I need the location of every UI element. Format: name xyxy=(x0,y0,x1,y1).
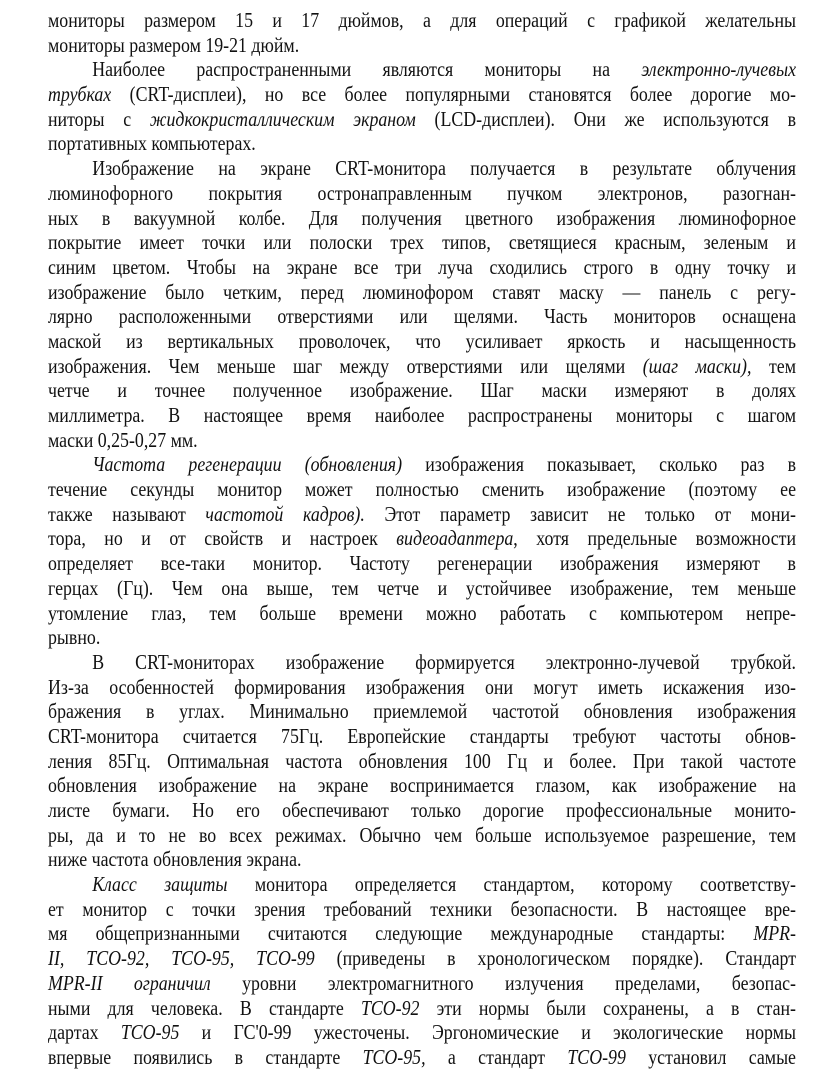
text-line xyxy=(48,526,796,551)
text-run: течение секунды монитор может полностью сменить изображение (поэтому ее xyxy=(48,477,796,502)
italic-term: Частота регенерации (обновления) xyxy=(92,452,403,477)
text-line xyxy=(48,1020,796,1045)
italic-term: TCO-92 xyxy=(360,995,420,1020)
text-run: В CRT-мониторах изображение формируется электронно-лучевой трубкой. xyxy=(92,649,796,674)
text-run: изображения. Чем меньше шаг между отверстиями или щелями xyxy=(48,353,643,378)
italic-term: TCO-95, xyxy=(362,1044,426,1069)
text-run: бражения в углах. Минимально приемлемой частотой обновления изображения xyxy=(48,699,796,724)
text-line xyxy=(48,230,796,255)
text-line xyxy=(48,724,796,749)
text-run: обновления изображение на экране воспринимается глазом, как изображение на xyxy=(48,773,796,798)
italic-term: трубках xyxy=(48,82,112,107)
text-line xyxy=(48,996,796,1021)
text-line xyxy=(48,206,796,231)
text-line xyxy=(48,403,796,428)
italic-term: видеоадаптера xyxy=(396,526,514,551)
text-run: монитора определяется стандартом, которому соответству- xyxy=(227,872,796,897)
text-run: люминофорного покрытия остронаправленным пучком электронов, разогнан- xyxy=(48,180,796,205)
text-line xyxy=(48,329,796,354)
italic-term: II, TCO-92, TCO-95, TCO-99 xyxy=(48,946,315,971)
text-run: дартах xyxy=(48,1020,121,1045)
text-run: ет монитор с точки зрения требований техники безопасности. В настоящее вре- xyxy=(48,896,796,921)
italic-term: MPR-II ограничил xyxy=(48,970,211,995)
italic-term: TCO-95 xyxy=(120,1020,180,1045)
text-run: мя общепризнанными считаются следующие международные стандарты: xyxy=(48,921,754,946)
text-line xyxy=(48,798,796,823)
text-run: (CRT-дисплеи), но все более популярными становятся более дорогие мо- xyxy=(111,82,797,107)
italic-term: частотой кадров). xyxy=(205,501,365,526)
text-run: изображение было четким, перед люминофором ставят маску — панель с регу- xyxy=(48,279,796,304)
document-page xyxy=(48,8,796,1070)
text-run: , хотя предельные возможности xyxy=(513,526,796,551)
text-run: а стандарт xyxy=(425,1044,568,1069)
text-run: и ГС'0-99 ужесточены. Эргономические и экологические нормы xyxy=(179,1020,797,1045)
paragraph-first-line xyxy=(48,57,796,82)
text-run: ры, да и то не во всех режимах. Обычно чем больше используемое разрешение, тем xyxy=(48,822,796,847)
text-run: (LCD-дисплеи). Они же используются в xyxy=(415,106,796,131)
paragraph-first-line xyxy=(48,872,796,897)
text-run: Этот параметр зависит не только от мони- xyxy=(364,501,796,526)
text-run: (приведены в хронологическом порядке). Стандарт xyxy=(314,946,796,971)
text-line xyxy=(48,576,796,601)
text-run: также называют xyxy=(48,501,206,526)
text-run: рывно. xyxy=(48,625,101,650)
text-run: CRT-монитора считается 75Гц. Европейские стандарты требуют частоты обнов- xyxy=(48,723,796,748)
text-run: ных в вакуумной колбе. Для получения цветного изображения люминофорное xyxy=(48,205,796,230)
text-line xyxy=(48,304,796,329)
text-line xyxy=(48,8,796,33)
text-line xyxy=(48,255,796,280)
text-run: покрытие имеет точки или полоски трех типов, светящиеся красным, зеленым и xyxy=(48,230,796,255)
text-run: листе бумаги. Но его обеспечивают только дорогие профессиональные монито- xyxy=(48,798,796,822)
italic-term: MPR- xyxy=(753,921,796,946)
text-line xyxy=(48,675,796,700)
text-run: тора, но и от свойств и настроек xyxy=(48,526,397,551)
text-run: синим цветом. Чтобы на экране все три луча сходились строго в одну точку и xyxy=(48,254,796,279)
text-run: впервые появились в стандарте xyxy=(48,1044,363,1069)
text-run: мониторы размером 19-21 дюйм. xyxy=(48,32,300,57)
text-run: изображения показывает, сколько раз в xyxy=(402,452,796,477)
text-line xyxy=(48,699,796,724)
text-run: портативных компьютерах. xyxy=(48,131,256,156)
text-run: утомление глаз, тем больше времени можно работать с компьютером непре- xyxy=(48,600,796,625)
text-line xyxy=(48,897,796,922)
text-line xyxy=(48,477,796,502)
text-line xyxy=(48,378,796,403)
paragraph-first-line xyxy=(48,650,796,675)
text-run: миллиметра. В настоящее время наиболее распространены мониторы с шагом xyxy=(48,403,796,427)
italic-term: (шаг маски), xyxy=(642,353,752,378)
text-line xyxy=(48,946,796,971)
text-line xyxy=(48,181,796,206)
paragraph-first-line xyxy=(48,156,796,181)
text-run: тем xyxy=(751,353,796,378)
text-line xyxy=(48,847,796,872)
text-run: Наиболее распространенными являются мониторы на xyxy=(92,57,642,82)
text-line xyxy=(48,131,796,156)
text-line xyxy=(48,625,796,650)
text-line xyxy=(48,823,796,848)
text-run: герцах (Гц). Чем она выше, тем четче и устойчивее изображение, тем меньше xyxy=(48,575,796,600)
text-line xyxy=(48,1045,796,1070)
text-run: маской из вертикальных проволочек, что усиливает яркость и насыщенность xyxy=(48,328,796,353)
text-line xyxy=(48,280,796,305)
text-line xyxy=(48,82,796,107)
text-run: уровни электромагнитного излучения пределами, безопас- xyxy=(210,970,797,995)
text-run: ными для человека. В стандарте xyxy=(48,995,361,1020)
italic-term: жидкокристаллическим экраном xyxy=(149,106,416,131)
text-line xyxy=(48,749,796,774)
text-line xyxy=(48,107,796,132)
text-run: ниторы с xyxy=(48,106,150,131)
italic-term: Класс защиты xyxy=(92,872,228,897)
text-run: мониторы размером 15 и 17 дюймов, а для операций с графикой желательны xyxy=(48,8,796,32)
text-line xyxy=(48,502,796,527)
text-run: определяет все-таки монитор. Частоту регенерации изображения измеряют в xyxy=(48,551,796,576)
text-run: ниже частота обновления экрана. xyxy=(48,847,302,872)
paragraph-first-line xyxy=(48,452,796,477)
text-line xyxy=(48,428,796,453)
text-run: установил самые xyxy=(625,1044,796,1069)
text-run: маски 0,25-0,27 мм. xyxy=(48,427,198,452)
text-line xyxy=(48,354,796,379)
text-run: эти нормы были сохранены, а в стан- xyxy=(419,995,796,1020)
text-run: лярно расположенными отверстиями или щелями. Часть мониторов оснащена xyxy=(48,304,796,329)
text-run: Изображение на экране CRT-монитора получается в результате облучения xyxy=(92,156,796,181)
text-line xyxy=(48,551,796,576)
text-line xyxy=(48,601,796,626)
text-line xyxy=(48,773,796,798)
text-run: Из-за особенностей формирования изображения они могут иметь искажения изо- xyxy=(48,674,796,699)
text-line xyxy=(48,33,796,58)
text-line xyxy=(48,921,796,946)
text-line xyxy=(48,971,796,996)
italic-term: TCO-99 xyxy=(567,1044,626,1069)
italic-term: электронно-лучевых xyxy=(641,57,796,82)
text-run: ления 85Гц. Оптимальная частота обновления 100 Гц и более. При такой частоте xyxy=(48,748,796,773)
text-run: четче и точнее полученное изображение. Шаг маски измеряют в долях xyxy=(48,378,796,403)
